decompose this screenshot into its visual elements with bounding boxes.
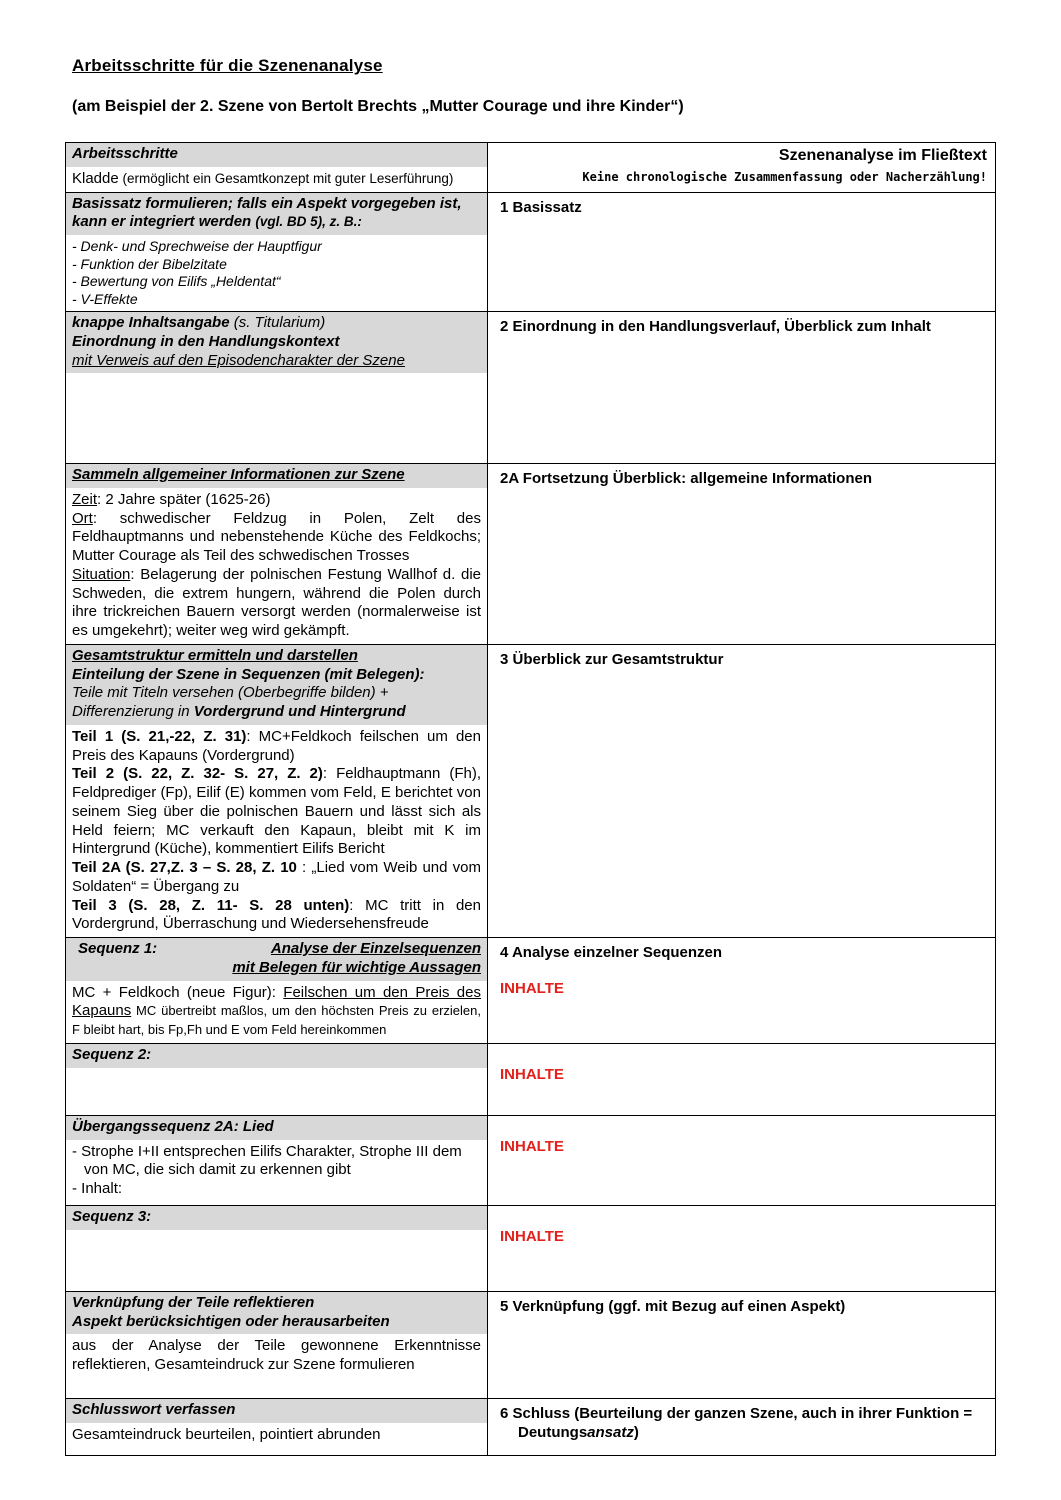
sequenz1-subtitle-line2: mit Belegen für wichtige Aussagen	[232, 958, 481, 976]
inhalt-head-rest: (s. Titularium)	[229, 314, 326, 331]
result-cell-sammeln	[488, 464, 996, 645]
step-cell-inhaltsangabe	[66, 312, 488, 464]
row-sammeln	[66, 464, 996, 645]
result-text: Basissatz	[512, 198, 582, 216]
sequenz1-text	[72, 984, 481, 1040]
teil2a-paragraph	[72, 859, 481, 897]
result-cell-schlusswort	[488, 1398, 996, 1455]
schlusswort-text: Gesamteindruck beurteilen, pointiert abrunden	[72, 1425, 381, 1443]
zeit-label: Zeit	[72, 490, 98, 508]
gesamt-head-line1: Gesamtstruktur ermitteln und darstellen	[72, 646, 358, 664]
step-cell-verknuepfung	[66, 1291, 488, 1398]
header-cell-left	[66, 143, 488, 193]
sequenz1-subtitle-line1: Analyse der Einzelsequenzen	[270, 940, 481, 957]
result-text: Verknüpfung (ggf. mit Bezug auf einen Aspekt)	[512, 1297, 846, 1315]
step-heading-sequenz3: Sequenz 3:	[66, 1206, 487, 1230]
basissatz-head-text: Basissatz formulieren; falls ein Aspekt vorgegeben ist, kann er integriert werden	[72, 194, 462, 231]
teil3-paragraph	[72, 897, 481, 935]
teil2-text: : Feldhauptmann (Fh), Feldprediger (Fp), Eilif (E) kommen vom Feld, E berichtet von seinem Sieg über die polnischen Bauern und lässt sich als Held feiern; MC verkauft den Kapaun, bleibt mit K im Hintergrund (Küche), kommentiert Eilifs Bericht	[72, 765, 481, 858]
sequenz1-intro: MC + Feldkoch (neue Figur):	[72, 983, 284, 1001]
row-basissatz	[66, 192, 996, 312]
uebergang-item: - Inhalt:	[72, 1180, 123, 1197]
step-cell-sequenz3	[66, 1205, 488, 1291]
result-number: 1	[500, 198, 509, 216]
result-label-6	[500, 1404, 985, 1443]
right-column-title: Szenenanalyse im Fließtext	[778, 147, 987, 164]
result-text: Überblick zur Gesamtstruktur	[512, 650, 724, 668]
inhalt-head-line3: mit Verweis auf den Episodencharakter der Szene	[72, 351, 405, 369]
result-text: Einordnung in den Handlungsverlauf, Überblick zum Inhalt	[512, 318, 931, 335]
gesamt-head-line2: Einteilung der Szene in Sequenzen (mit Belegen):	[72, 665, 425, 683]
step-heading-basissatz	[66, 193, 487, 236]
step-cell-uebergangssequenz	[66, 1115, 488, 1205]
verknuepfung-head-line1: Verknüpfung der Teile reflektieren	[72, 1293, 315, 1311]
result-cell-basissatz	[488, 192, 996, 312]
inhalte-label: INHALTE	[500, 1137, 564, 1155]
row-schlusswort	[66, 1398, 996, 1455]
result-cell-sequenz2	[488, 1043, 996, 1115]
step-cell-sammeln	[66, 464, 488, 645]
situation-line	[72, 566, 481, 641]
page-title: Arbeitsschritte für die Szenenanalyse	[72, 56, 383, 75]
result-text: Analyse einzelner Sequenzen	[511, 944, 723, 961]
step-cell-schlusswort	[66, 1398, 488, 1455]
verknuepfung-body	[66, 1334, 487, 1378]
result-number: 4	[500, 944, 509, 961]
row-sequenz1	[66, 938, 996, 1044]
row-gesamtstruktur	[66, 644, 996, 937]
result-cell-verknuepfung	[488, 1291, 996, 1398]
sequenz1-title: Sequenz 1:	[78, 940, 158, 957]
inhalte-label: INHALTE	[500, 979, 564, 997]
result-number: 2A	[500, 470, 519, 487]
result-label-5	[500, 1297, 985, 1317]
gesamt-head-line3: Teile mit Titeln versehen (Oberbegriffe bilden) +	[72, 684, 389, 702]
step-heading-schlusswort: Schlusswort verfassen	[66, 1399, 487, 1423]
step-cell-basissatz	[66, 192, 488, 312]
basissatz-aspect-list	[66, 235, 487, 311]
step-heading-verknuepfung	[66, 1292, 487, 1335]
aspect-item: - Funktion der Bibelzitate	[72, 255, 227, 272]
teil2-label: Teil 2 (S. 22, Z. 32- S. 27, Z. 2)	[72, 765, 323, 783]
right-column-note: Keine chronologische Zusammenfassung oder Nacherzählung!	[582, 169, 987, 184]
schlusswort-body	[66, 1423, 487, 1448]
inhalte-label: INHALTE	[500, 1227, 564, 1245]
inhalt-head-bold: knappe Inhaltsangabe	[72, 314, 230, 331]
result-cell-gesamtstruktur	[488, 644, 996, 937]
basissatz-head-note: (vgl. BD 5), z. B.:	[255, 214, 362, 230]
result-cell-sequenz1	[488, 938, 996, 1044]
result-text-close: )	[633, 1424, 639, 1442]
result-text-italic: ansatz	[587, 1424, 634, 1442]
result-text	[513, 1405, 973, 1442]
inhalte-label: INHALTE	[500, 1065, 564, 1083]
gesamt-head-line4-bold: Vordergrund und Hintergrund	[193, 703, 406, 720]
sammeln-body	[66, 488, 487, 644]
result-label-1	[500, 198, 985, 218]
teil2a-text: : „Lied vom Weib und vom Soldaten“ = Übergang zu	[72, 859, 481, 895]
uebergang-item: - Strophe I+II entsprechen Eilifs Charakter, Strophe III dem von MC, die sich damit zu erkennen gibt	[72, 1142, 462, 1179]
row-verknuepfung	[66, 1291, 996, 1398]
inhalt-head-line2: Einordnung in den Handlungskontext	[72, 332, 340, 350]
analysis-table	[65, 142, 996, 1456]
step-cell-gesamtstruktur	[66, 644, 488, 937]
result-number: 3	[500, 650, 509, 668]
teil1-text: : MC+Feldkoch feilschen um den Preis des Kapauns (Vordergrund)	[72, 727, 481, 764]
ort-text: : schwedischer Feldzug in Polen, Zelt des Feldhauptmanns und nebenstehende Küche des Feldkochs; Mutter Courage als Teil des schwedischen Trosses	[72, 509, 481, 564]
step-heading-gesamtstruktur	[66, 645, 487, 725]
step-heading-uebergangssequenz: Übergangssequenz 2A: Lied	[66, 1116, 487, 1140]
aspect-item: - V-Effekte	[72, 290, 138, 307]
sequenz1-body	[66, 981, 487, 1043]
teil3-label: Teil 3 (S. 28, Z. 11- S. 28 unten)	[72, 896, 350, 914]
teil1-label: Teil 1 (S. 21,-22, Z. 31)	[72, 727, 247, 745]
verknuepfung-head-line2: Aspekt berücksichtigen oder herausarbeiten	[72, 1312, 390, 1330]
situation-text: : Belagerung der polnischen Festung Wallhof d. die Schweden, die extrem hungern, während die Polen durch ihre trickreichen Bauern versorgt werden (normalerweise ist es umgekehrt); weiter weg wird gekämpft.	[72, 565, 481, 639]
result-cell-inhaltsangabe	[488, 312, 996, 464]
zeit-text: : 2 Jahre später (1625-26)	[97, 490, 271, 508]
verknuepfung-text: aus der Analyse der Teile gewonnene Erkenntnisse reflektieren, Gesamteindruck zur Szene formulieren	[72, 1337, 481, 1373]
result-number: 6	[500, 1404, 509, 1422]
step-cell-sequenz1	[66, 938, 488, 1044]
left-column-title: Arbeitsschritte	[66, 143, 487, 167]
step-heading-sequenz2: Sequenz 2:	[66, 1044, 487, 1068]
aspect-item: - Denk- und Sprechweise der Hauptfigur	[72, 238, 322, 254]
teil2-paragraph	[72, 765, 481, 859]
page-subtitle: (am Beispiel der 2. Szene von Bertolt Brechts „Mutter Courage und ihre Kinder“)	[72, 98, 684, 115]
gesamt-body	[66, 725, 487, 937]
result-label-3	[500, 650, 985, 670]
teil2a-label: Teil 2A (S. 27,Z. 3 – S. 28, Z. 10	[72, 859, 297, 876]
ort-line	[72, 510, 481, 566]
kladde-line	[66, 167, 487, 192]
step-heading-sammeln: Sammeln allgemeiner Informationen zur Szene	[66, 464, 487, 488]
result-text-plain: Schluss (Beurteilung der ganzen Szene, auch in ihrer Funktion = Deutungs	[512, 1404, 973, 1442]
ort-label: Ort	[72, 509, 93, 527]
row-sequenz2	[66, 1043, 996, 1115]
result-cell-uebergangssequenz	[488, 1115, 996, 1205]
result-text: Fortsetzung Überblick: allgemeine Informationen	[522, 470, 873, 487]
aspect-item: - Bewertung von Eilifs „Heldentat“	[72, 273, 281, 289]
step-heading-inhaltsangabe	[66, 312, 487, 373]
row-inhaltsangabe	[66, 312, 996, 464]
gesamt-head-line4	[72, 703, 481, 722]
gesamt-head-line4-plain: Differenzierung in	[72, 703, 194, 720]
teil1-paragraph	[72, 728, 481, 766]
result-label-4	[500, 943, 985, 963]
situation-label: Situation	[72, 565, 131, 583]
row-sequenz3	[66, 1205, 996, 1291]
kladde-word: Kladde	[72, 169, 119, 187]
teil3-text: : MC tritt in den Vordergrund, Überraschung und Wiedersehensfreude	[72, 896, 481, 933]
header-cell-right	[488, 143, 996, 193]
result-label-2	[500, 317, 985, 337]
step-cell-sequenz2	[66, 1043, 488, 1115]
result-label-2a	[500, 469, 985, 489]
zeit-line	[72, 491, 481, 510]
sequenz1-topic: Feilschen um den Preis des Kapauns	[72, 983, 481, 1020]
table-header-row	[66, 143, 996, 193]
row-uebergangssequenz	[66, 1115, 996, 1205]
result-number: 5	[500, 1297, 509, 1315]
result-number: 2	[500, 318, 509, 335]
result-cell-sequenz3	[488, 1205, 996, 1291]
step-heading-sequenz1	[66, 938, 487, 981]
uebergang-body	[66, 1140, 487, 1202]
kladde-note: (ermöglicht ein Gesamtkonzept mit guter Leserführung)	[118, 170, 454, 186]
sequenz1-detail: MC übertreibt maßlos, um den höchsten Preis zu erzielen, F bleibt hart, bis Fp,Fh und E vom Feld hereinkommen	[72, 1003, 481, 1037]
